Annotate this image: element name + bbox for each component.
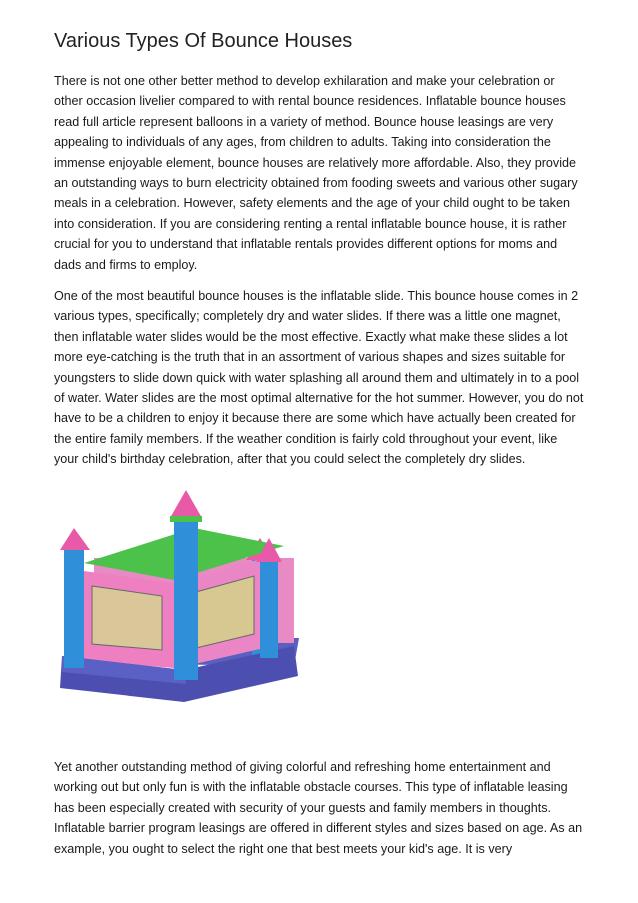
tower-right — [260, 562, 278, 658]
tower-left — [64, 550, 84, 668]
cone-center — [170, 490, 202, 518]
cone-left — [60, 528, 90, 550]
window-left — [92, 586, 162, 650]
paragraph-intro: There is not one other better method to develop exhilaration and make your celebration or other occasion livelier compared to with rental bounce residences. Inflatable bounce houses read full article represent balloons in a variety of method. Bounce house leasings are very appealing to individuals of any ages, from children to adults. Taking into consideration the immense enjoyable element, bounce houses are relatively more affordable. Also, they provide an outstanding ways to burn electricity obtained from fooding sweets and various other sugary meals in a celebration. However, safety elements and the age of your child ought to be taken into consideration. If you are considering renting a rental inflatable bounce house, it is rather crucial for you to understand that inflatable rentals provides different options for moms and dads and firms to employ. — [54, 74, 578, 272]
page-title: Various Types Of Bounce Houses — [54, 30, 353, 52]
paragraph-slides: One of the most beautiful bounce houses is the inflatable slide. This bounce house comes in 2 various types, specifically; completely dry and water slides. If there was a little one magnet, then inflatable water slides would be the most effective. Exactly what make these slides a lot more eye-catching is the truth that in an assortment of various shapes and sizes suitable for youngsters to slide down quick with water splashing all around them and ultimately in to a pool of water. Water slides are the most optimal alternative for the hot summer. However, you do not have to be a children to enjoy it because there are some which have actually been created for the entire family members. If the weather condition is fairly cold throughout your event, like your child's birthday celebration, after that you could select the completely dry slides. — [54, 289, 584, 467]
bounce-house-image — [54, 488, 304, 708]
tower-center — [174, 516, 198, 680]
paragraph-obstacle: Yet another outstanding method of giving colorful and refreshing home entertainment and working out but only fun is with the inflatable obstacle courses. This type of inflatable leasing has been especially created with security of your guests and family members in thoughts. Inflatable barrier program leasings are offered in different styles and sizes based on age. As an example, you ought to select the right one that best meets your kid's age. It is very — [54, 760, 583, 856]
